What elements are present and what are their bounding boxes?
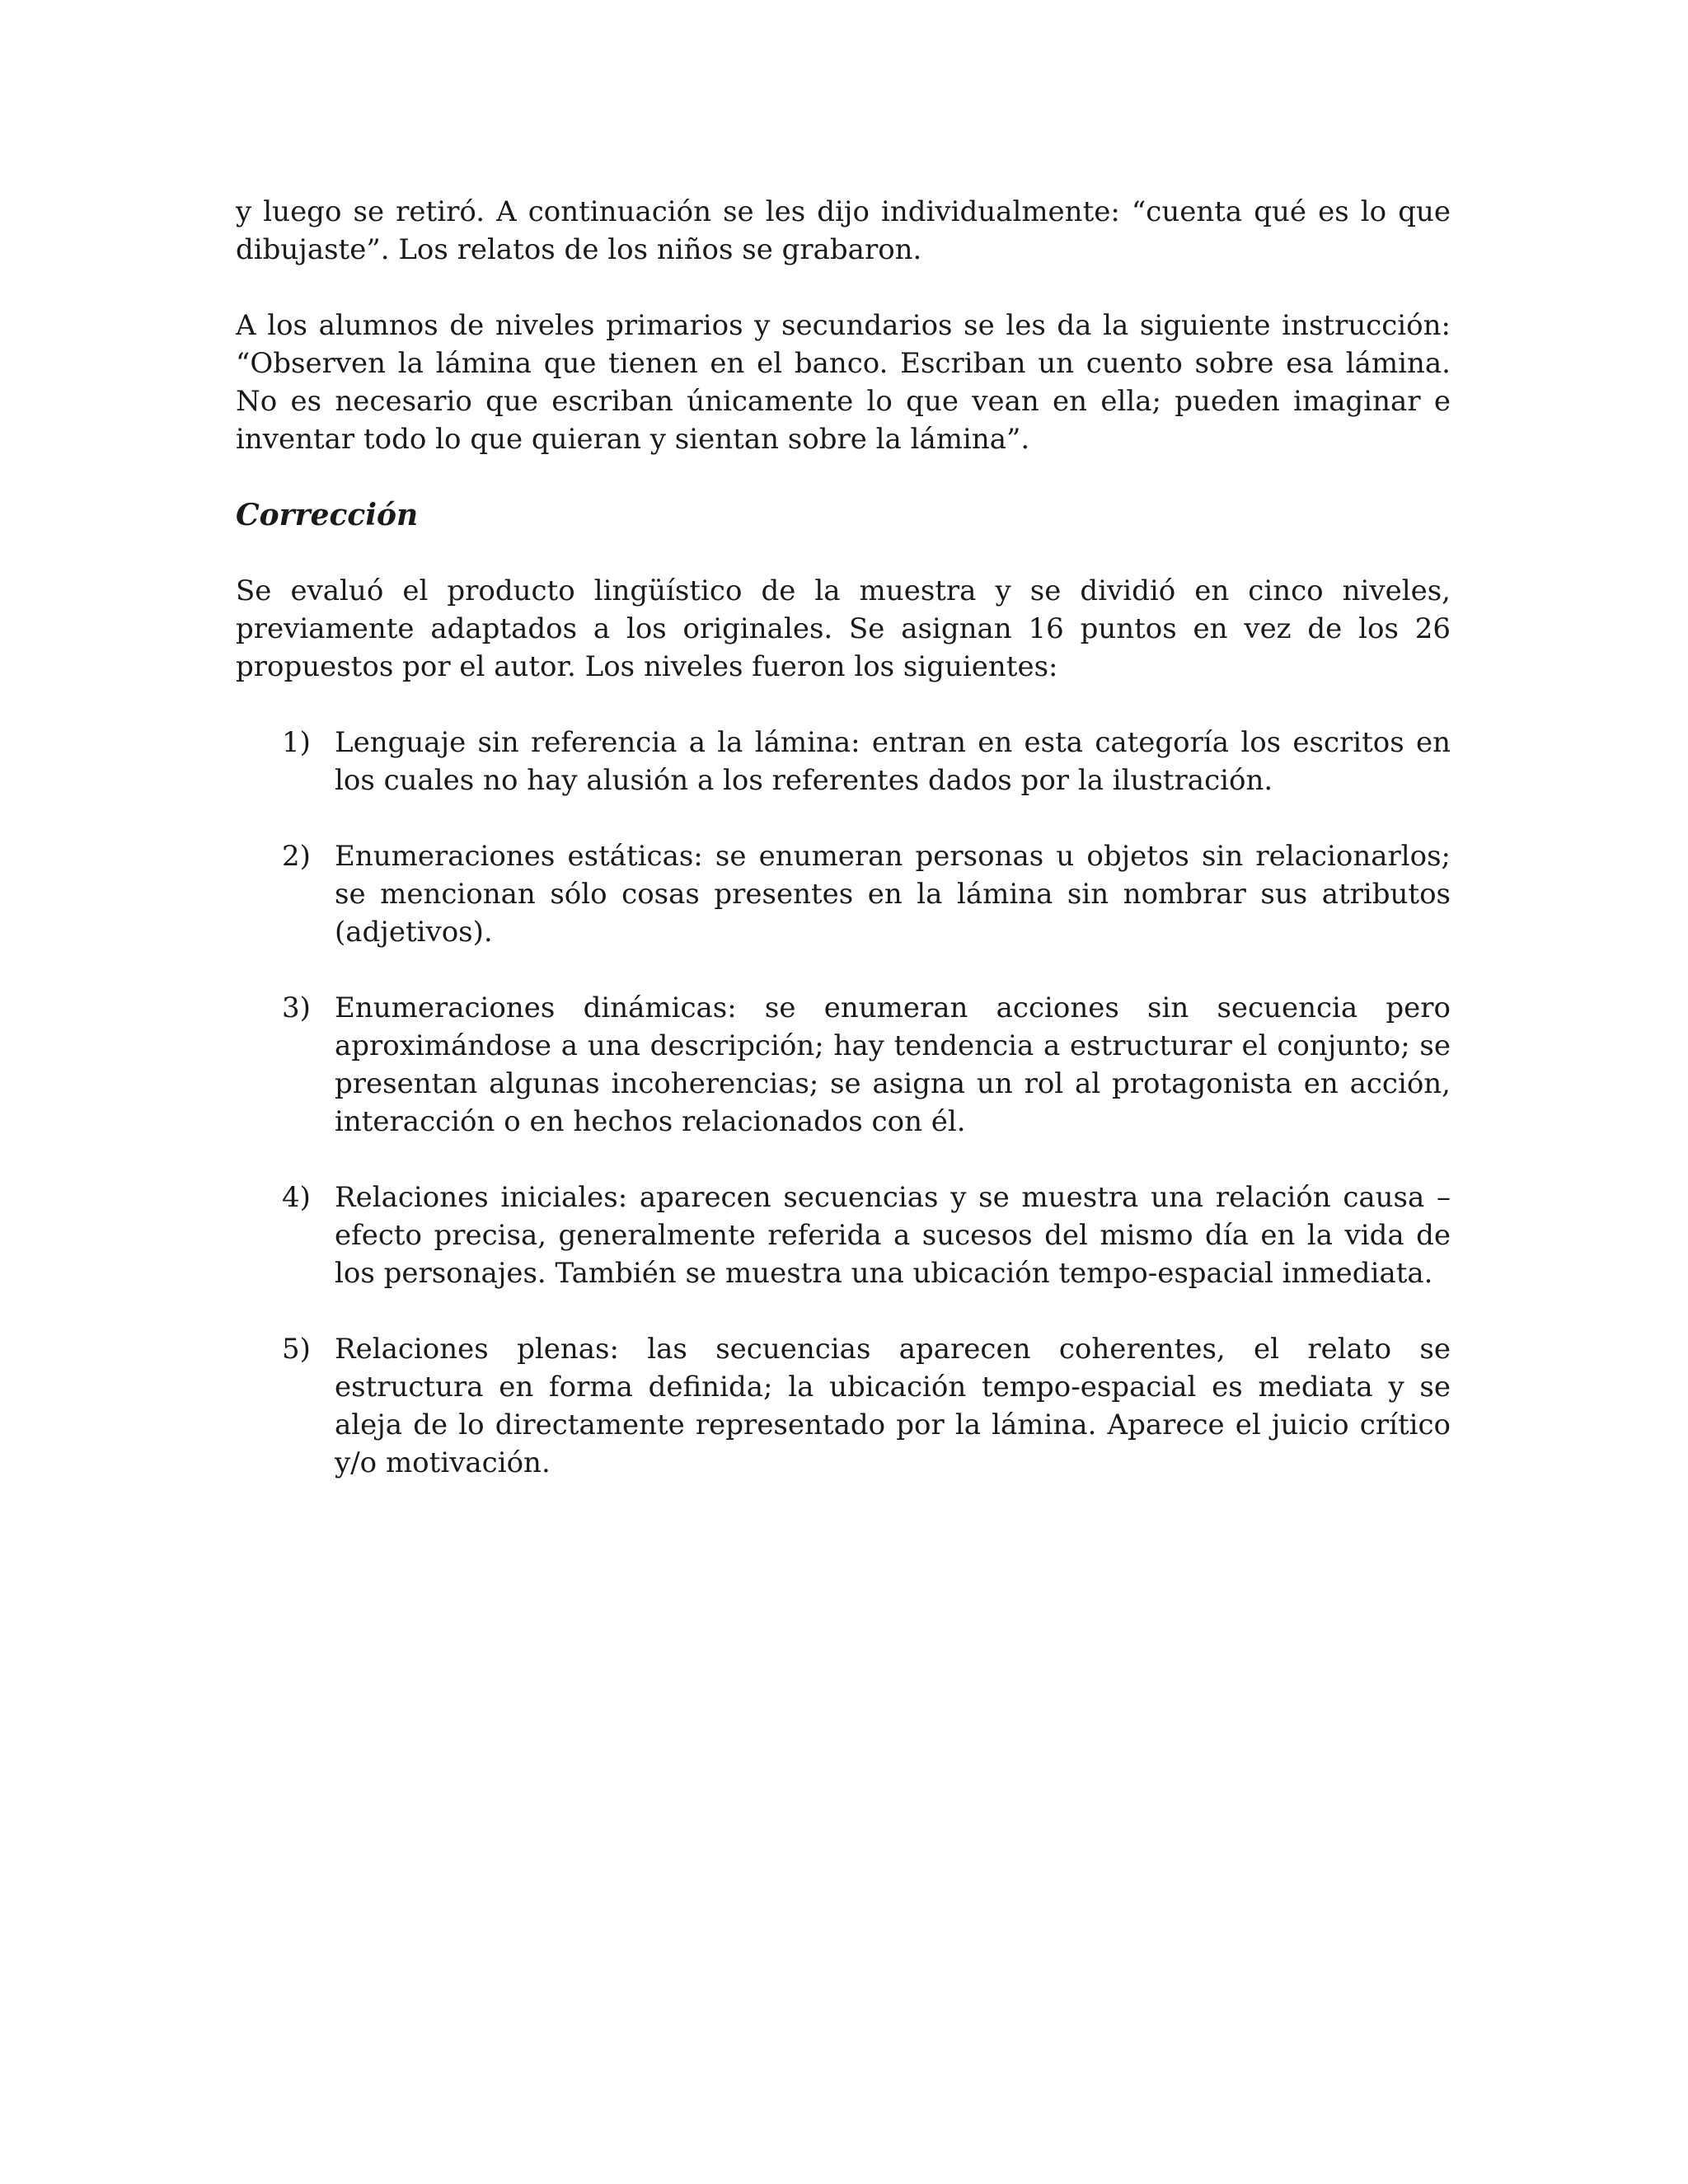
list-item-text: Relaciones iniciales: aparecen secuencias y se muestra una relación causa – efecto precisa, generalmente referida a sucesos del mismo día en la vida de los personajes. También se muestra una ubicación tempo-espacial inmediata. <box>335 1181 1451 1290</box>
list-item-text: Relaciones plenas: las secuencias aparecen coherentes, el relato se estructura en forma definida; la ubicación tempo-espacial es mediata y se aleja de lo directamente representado por la lámina. Aparece el juicio crítico y/o motivación. <box>335 1333 1451 1479</box>
list-item-number: 3) <box>282 991 311 1024</box>
list-item <box>236 989 1451 1141</box>
list-item-number: 1) <box>282 726 311 759</box>
list-item-number: 2) <box>282 840 311 873</box>
list-item-text: Enumeraciones dinámicas: se enumeran acciones sin secuencia pero aproximándose a una descripción; hay tendencia a estructurar el conjunto; se presentan algunas incoherencias; se asigna un rol al protagonista en acción, interacción o en hechos relacionados con él. <box>335 991 1451 1138</box>
paragraph-instruction: A los alumnos de niveles primarios y secundarios se les da la siguiente instrucción: “Observen la lámina que tienen en el banco. Escriban un cuento sobre esa lámina. No es necesario que escriban únicamente lo que vean en ella; pueden imaginar e inventar todo lo que quieran y sientan sobre la lámina”. <box>236 309 1451 456</box>
list-item <box>236 724 1451 799</box>
list-item-text: Enumeraciones estáticas: se enumeran personas u objetos sin relacionarlos; se mencionan sólo cosas presentes en la lámina sin nombrar sus atributos (adjetivos). <box>335 840 1451 949</box>
paragraph-correction-intro: Se evaluó el producto lingüístico de la muestra y se dividió en cinco niveles, previamente adaptados a los originales. Se asignan 16 puntos en vez de los 26 propuestos por el autor. Los niveles fueron los siguientes: <box>236 574 1451 683</box>
list-item-text: Lenguaje sin referencia a la lámina: entran en esta categoría los escritos en los cuales no hay alusión a los referentes dados por la ilustración. <box>335 726 1451 797</box>
list-item <box>236 837 1451 951</box>
levels-list <box>236 724 1451 1482</box>
list-item-number: 5) <box>282 1333 311 1366</box>
section-heading: Corrección <box>236 498 419 532</box>
document-page <box>236 193 1451 1520</box>
paragraph-procedure-end: y luego se retiró. A continuación se les dijo individualmente: “cuenta qué es lo que dibujaste”. Los relatos de los niños se grabaron. <box>236 195 1451 266</box>
list-item <box>236 1179 1451 1292</box>
list-item-number: 4) <box>282 1181 311 1214</box>
list-item <box>236 1330 1451 1482</box>
